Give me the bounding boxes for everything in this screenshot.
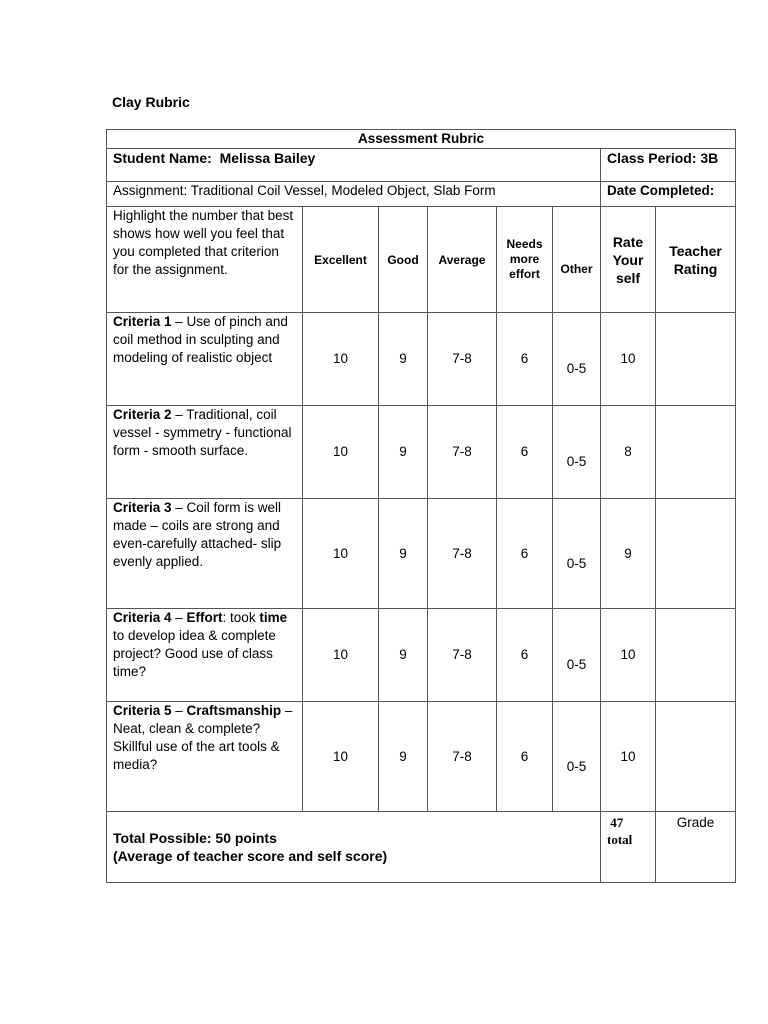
class-period: Class Period: 3B [601,149,736,182]
total-score-value [607,812,649,831]
criteria-5-teacher-rating[interactable] [656,702,736,812]
criteria-5-self-rating[interactable]: 10 [601,702,656,812]
criteria-4-label: Criteria 4 [113,610,172,625]
criteria-4-bold-time: time [259,610,288,625]
col-header-good: Good [379,207,428,313]
criteria-1-needs-more-effort[interactable]: 6 [497,313,553,406]
criteria-3-good[interactable]: 9 [379,499,428,609]
criteria-2-teacher-rating[interactable] [656,406,736,499]
total-possible-cell [107,812,601,883]
assignment-row [107,182,736,207]
criteria-1-label: Criteria 1 [113,314,172,329]
table-title: Assessment Rubric [107,130,736,149]
criteria-5-bold-craftsmanship: Craftsmanship [186,703,282,718]
criteria-2-description [107,406,303,499]
column-header-row [107,207,736,313]
criteria-5-excellent[interactable]: 10 [303,702,379,812]
criteria-3-teacher-rating[interactable] [656,499,736,609]
criteria-4-text-2: to develop idea & complete project? Good use of class time? [113,628,276,679]
criteria-3-average[interactable]: 7-8 [428,499,497,609]
student-row [107,149,736,182]
col-header-teacher-rating: Teacher Rating [656,207,736,313]
criteria-4-good[interactable]: 9 [379,609,428,702]
criteria-4-bold-effort: Effort [186,610,223,625]
total-row [107,812,736,883]
criteria-1-text: – Use of pinch and coil method in sculpting and modeling of realistic object [113,314,288,365]
criteria-1-good[interactable]: 9 [379,313,428,406]
assignment-text: Assignment: Traditional Coil Vessel, Modeled Object, Slab Form [107,182,601,207]
table-title-row [107,130,736,149]
grade-cell[interactable]: Grade [656,812,736,883]
criteria-row-4 [107,609,736,702]
criteria-4-teacher-rating[interactable] [656,609,736,702]
criteria-2-self-rating[interactable]: 8 [601,406,656,499]
criteria-4-average[interactable]: 7-8 [428,609,497,702]
criteria-4-self-rating[interactable]: 10 [601,609,656,702]
document-title: Clay Rubric [112,94,190,110]
col-header-needs-more-effort: Needs more effort [497,207,553,313]
criteria-3-needs-more-effort[interactable]: 6 [497,499,553,609]
total-score-cell [601,812,656,883]
criteria-2-excellent[interactable]: 10 [303,406,379,499]
total-score-word: total [607,832,633,847]
col-header-average: Average [428,207,497,313]
criteria-row-1 [107,313,736,406]
total-score-number: 47 [610,815,624,830]
criteria-3-other[interactable]: 0-5 [553,499,601,609]
criteria-3-excellent[interactable]: 10 [303,499,379,609]
criteria-4-needs-more-effort[interactable]: 6 [497,609,553,702]
criteria-5-good[interactable]: 9 [379,702,428,812]
criteria-3-description [107,499,303,609]
student-name-cell [107,149,601,182]
criteria-row-2 [107,406,736,499]
criteria-1-teacher-rating[interactable] [656,313,736,406]
criteria-row-3 [107,499,736,609]
col-header-rate-your-self: Rate Your self [601,207,656,313]
criteria-3-label: Criteria 3 [113,500,172,515]
criteria-1-other[interactable]: 0-5 [553,313,601,406]
criteria-4-text-1: : took [222,610,260,625]
student-name-label: Student Name: [113,150,212,166]
criteria-5-label: Criteria 5 [113,703,172,718]
criteria-2-needs-more-effort[interactable]: 6 [497,406,553,499]
criteria-5-other[interactable]: 0-5 [553,702,601,812]
criteria-5-needs-more-effort[interactable]: 6 [497,702,553,812]
col-header-excellent: Excellent [303,207,379,313]
criteria-4-other[interactable]: 0-5 [553,609,601,702]
criteria-1-description [107,313,303,406]
student-name-value: Melissa Bailey [219,150,316,166]
criteria-3-text: – Coil form is well made – coils are strong and even-carefully attached- slip evenly applied. [113,500,282,569]
assessment-rubric-table [106,129,736,883]
criteria-5-description: Criteria 5 – Craftsmanship – Neat, clean & complete? Skillful use of the art tools & media? [107,702,303,812]
criteria-2-text: – Traditional, coil vessel - symmetry - functional form - smooth surface. [113,407,292,458]
total-possible-text: Total Possible: 50 points [113,830,277,846]
criteria-5-average[interactable]: 7-8 [428,702,497,812]
instructions-cell: Highlight the number that best shows how well you feel that you completed that criterion for the assignment. [107,207,303,313]
criteria-2-other[interactable]: 0-5 [553,406,601,499]
criteria-2-good[interactable]: 9 [379,406,428,499]
average-note-text: (Average of teacher score and self score) [113,848,388,864]
criteria-4-description: Criteria 4 – Effort: took time to develop idea & complete project? Good use of class time? [107,609,303,702]
criteria-2-average[interactable]: 7-8 [428,406,497,499]
criteria-1-excellent[interactable]: 10 [303,313,379,406]
criteria-3-self-rating[interactable]: 9 [601,499,656,609]
criteria-4-excellent[interactable]: 10 [303,609,379,702]
criteria-1-self-rating[interactable]: 10 [601,313,656,406]
col-header-other: Other [553,207,601,313]
criteria-5-text-1: – Neat, clean & complete? Skillful use of the art tools & media? [113,703,293,772]
criteria-row-5 [107,702,736,812]
date-completed-label: Date Completed: [601,182,736,207]
criteria-1-average[interactable]: 7-8 [428,313,497,406]
criteria-2-label: Criteria 2 [113,407,172,422]
